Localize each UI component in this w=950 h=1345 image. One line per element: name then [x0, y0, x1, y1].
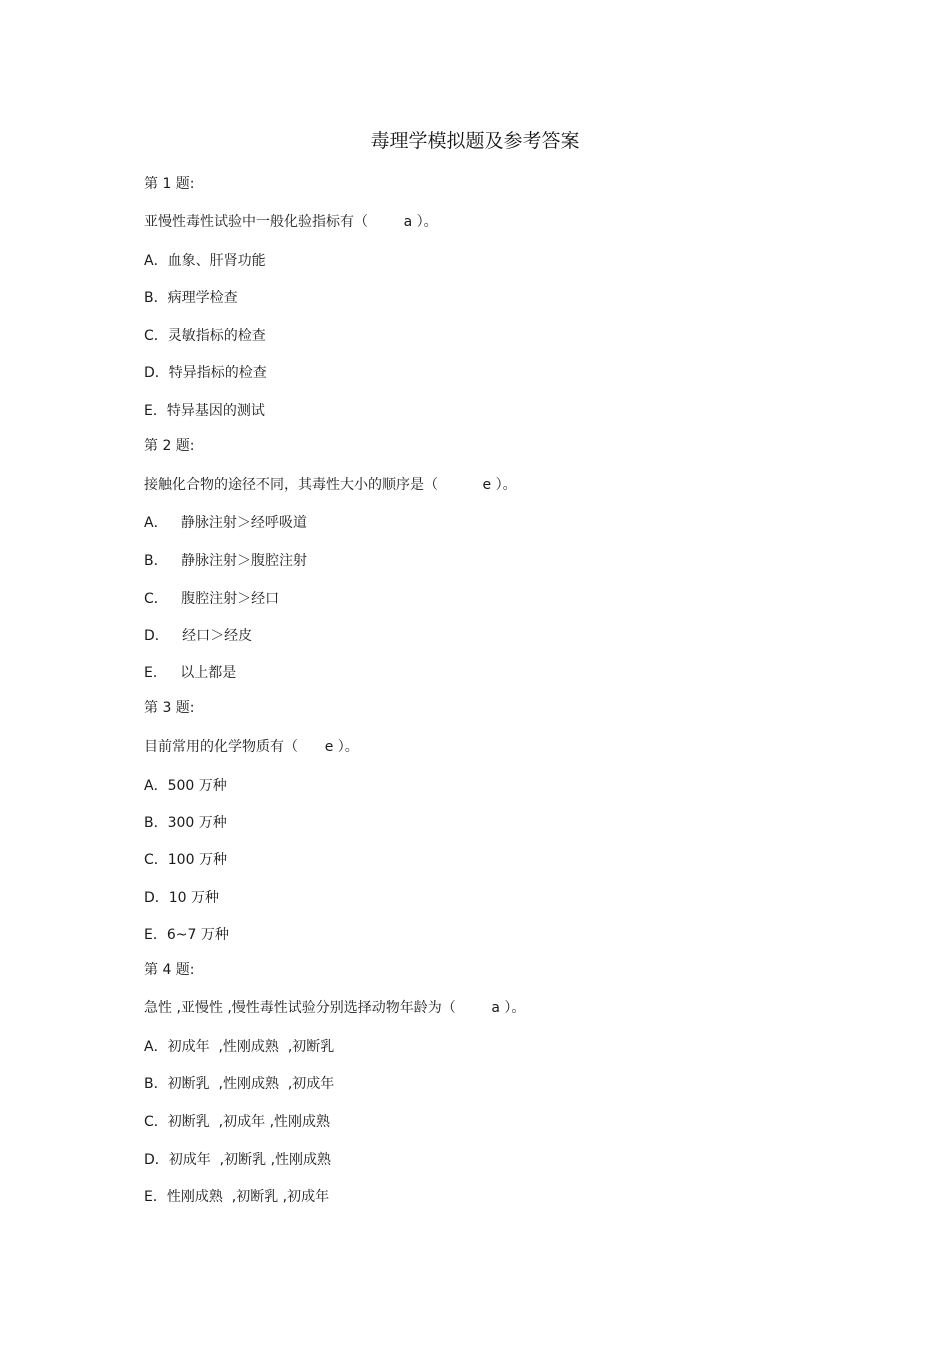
question-stem: 亚慢性毒性试验中一般化验指标有（ a ）。 [144, 214, 438, 230]
option-a: A．初成年 ,性刚成熟 ,初断乳 [144, 1039, 335, 1055]
option-d: D．特异指标的检查 [144, 365, 267, 381]
option-a: A．血象、肝肾功能 [144, 253, 266, 269]
option-e: E．特异基因的测试 [144, 403, 265, 419]
document-title: 毒理学模拟题及参考答案 [370, 130, 580, 152]
option-e: E． 以上都是 [144, 665, 237, 681]
question-heading: 第 3 题: [144, 700, 195, 716]
option-c: C． 腹腔注射＞经口 [144, 591, 280, 607]
option-c: C．初断乳 ,初成年 ,性刚成熟 [144, 1114, 331, 1130]
option-b: B．300 万种 [144, 815, 227, 831]
option-c: C．100 万种 [144, 852, 227, 868]
option-b: B．初断乳 ,性刚成熟 ,初成年 [144, 1076, 335, 1092]
option-e: E．6~7 万种 [144, 927, 229, 943]
option-a: A． 静脉注射＞经呼吸道 [144, 515, 307, 531]
question-heading: 第 4 题: [144, 962, 195, 978]
question-stem: 接触化合物的途径不同，其毒性大小的顺序是（ e ）。 [144, 477, 517, 493]
question-heading: 第 2 题: [144, 438, 195, 454]
option-e: E．性刚成熟 ,初断乳 ,初成年 [144, 1189, 330, 1205]
option-d: D．10 万种 [144, 890, 220, 906]
option-b: B．病理学检查 [144, 290, 238, 306]
question-heading: 第 1 题: [144, 176, 195, 192]
option-b: B． 静脉注射＞腹腔注射 [144, 553, 307, 569]
option-d: D．初成年 ,初断乳 ,性刚成熟 [144, 1152, 332, 1168]
option-c: C．灵敏指标的检查 [144, 328, 266, 344]
question-stem: 目前常用的化学物质有（ e ）。 [144, 739, 359, 755]
question-stem: 急性 ,亚慢性 ,慢性毒性试验分别选择动物年龄为（ a ）。 [144, 1000, 526, 1016]
option-a: A．500 万种 [144, 778, 227, 794]
option-d: D． 经口＞经皮 [144, 628, 253, 644]
